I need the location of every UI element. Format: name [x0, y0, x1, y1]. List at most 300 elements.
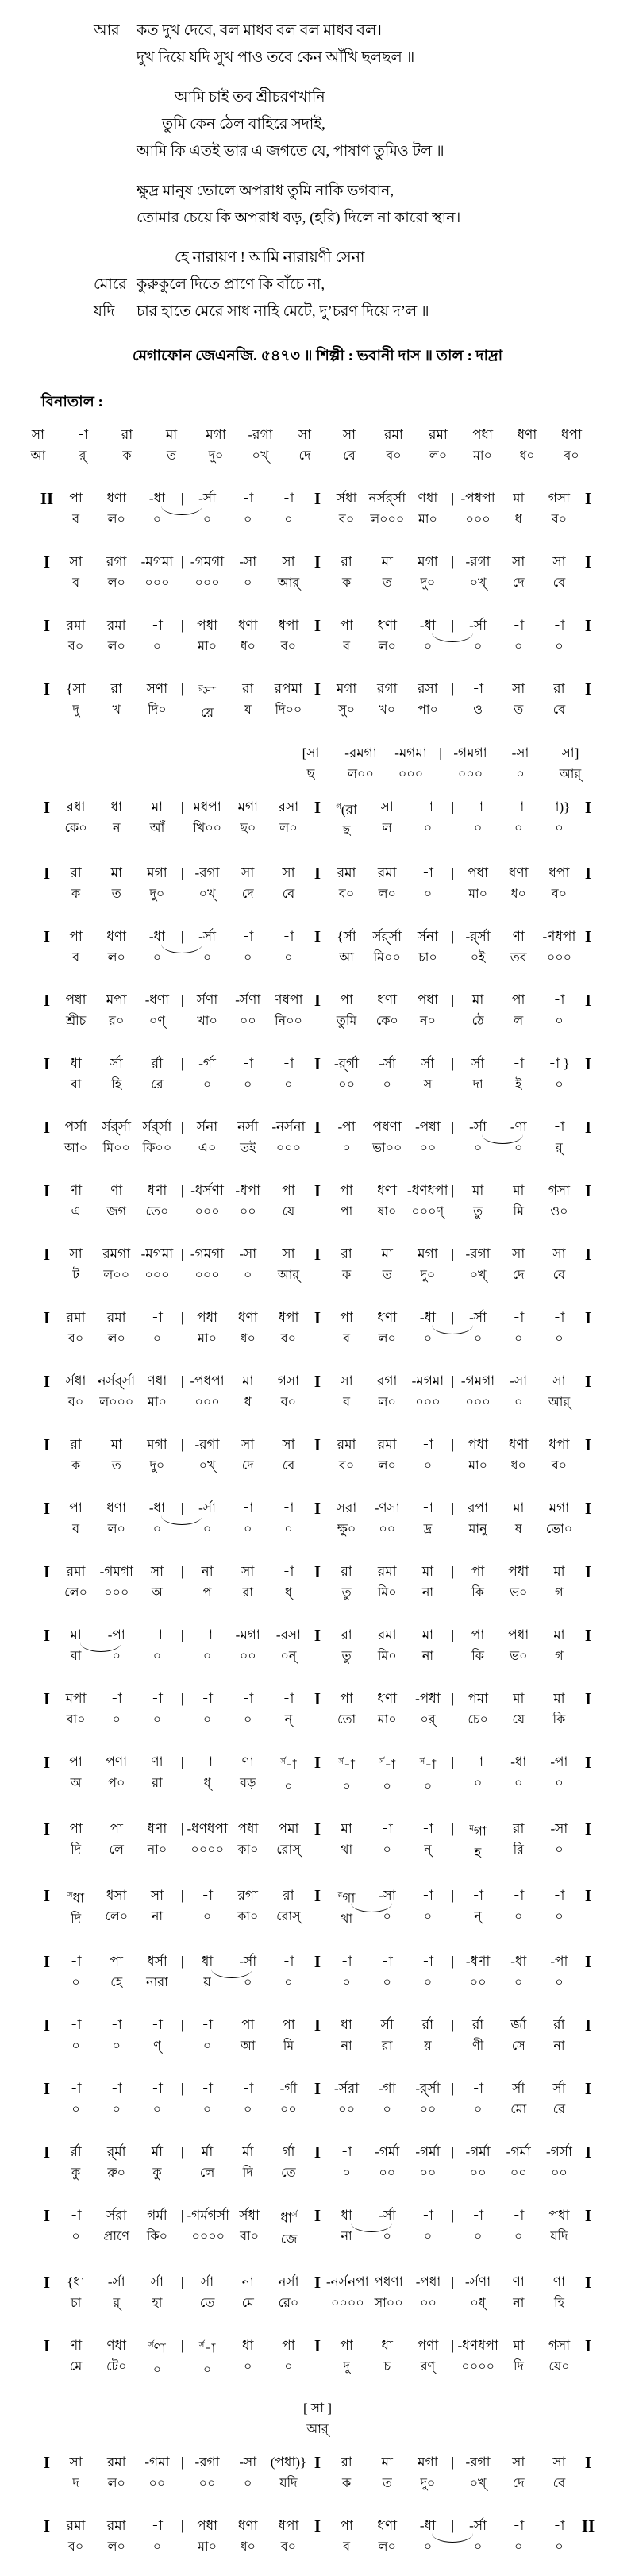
measure-group [458, 1626, 580, 1665]
lyric-syllable: ০০০ [144, 1269, 170, 1283]
note-text: -রগা [248, 427, 273, 442]
measure-group [458, 1181, 580, 1220]
lyric-syllable: দে [241, 888, 254, 902]
measure-group [56, 1886, 178, 1928]
note-cell [326, 1499, 367, 1538]
note-text: ধা [341, 2208, 352, 2224]
barline: I [584, 927, 592, 947]
lyric-syllable: থা [341, 1842, 353, 1857]
barline: I [584, 1372, 592, 1392]
note-text: রা [121, 427, 133, 442]
note-text: -া [472, 2081, 484, 2097]
barline: I [314, 1819, 321, 1839]
note-cell [326, 1118, 367, 1157]
note-text: -সা [510, 1373, 528, 1389]
note-text: -গর্মগর্সা [187, 2208, 230, 2224]
note-cell [96, 489, 137, 528]
group-bar: | [451, 1246, 455, 1262]
lyric-syllable: ০ [383, 2103, 391, 2117]
note-cell [367, 616, 407, 655]
margin-word: যদি [94, 303, 115, 320]
lyric-syllable: ০ [202, 1523, 212, 1537]
note-text: -পধপা [190, 1373, 225, 1389]
barline: I [43, 2079, 51, 2099]
barline: I [43, 1753, 51, 1773]
note-cell [539, 927, 579, 966]
note-cell [539, 1245, 579, 1284]
note-text: পা [69, 929, 83, 945]
lyric-syllable: কি [552, 1713, 566, 1727]
lyric-syllable: রে০ [278, 2296, 299, 2310]
note-cell [228, 1435, 268, 1474]
note-cell [539, 553, 579, 591]
note-cell [137, 553, 177, 591]
lyric-line [0, 205, 635, 232]
lyric-syllable: বা [70, 1650, 82, 1664]
group-bar: | [180, 992, 184, 1008]
note-cell [187, 1054, 228, 1093]
lyric-line [0, 111, 635, 138]
note-text: নর্সা [278, 2274, 299, 2289]
note-text: পধা [508, 1564, 529, 1580]
lyric-syllable: জগ [106, 1205, 127, 1219]
note-text: -মগমা [140, 1246, 174, 1262]
note-cell [187, 1435, 228, 1474]
group-bar: | [180, 2017, 184, 2033]
note-text: সা [282, 1437, 295, 1453]
barline: I [43, 1308, 51, 1328]
lyric-syllable: ০ [473, 821, 483, 835]
note-text: -া [242, 1056, 254, 1072]
note-cell [228, 991, 268, 1030]
note-cell [367, 2453, 407, 2492]
note-text: সরা [336, 1500, 357, 1516]
note-cell [268, 553, 309, 591]
lyric-syllable: আর্ [277, 1269, 300, 1283]
lyric-syllable: ০ [514, 1142, 523, 1156]
lyric-syllable: দু০ [149, 888, 165, 902]
note-text: র্সণা [196, 992, 218, 1008]
note-text: পধা [65, 992, 87, 1008]
lyric-syllable: ০ [244, 2476, 252, 2490]
note-cell [228, 1118, 268, 1157]
lyric-text: কুরুকুলে দিতে প্রাণে কি বাঁচে না, [137, 276, 325, 293]
note-cell [505, 425, 549, 464]
lyric-syllable: ল০ [279, 821, 298, 835]
barline: I [314, 1562, 321, 1582]
notation-system [0, 1689, 635, 1728]
lyric-syllable: ০০০ [546, 951, 572, 965]
note-cell [407, 1952, 448, 1991]
measure-group [326, 2143, 448, 2181]
note-text: -া [202, 1691, 214, 1707]
note-text: -রগা [465, 1246, 491, 1262]
note-text: [ সা ] [303, 2400, 332, 2416]
lyric-text: তোমার চেয়ে কি অপরাধ বড়, (হরি) দিলে না কারো স্থান। [137, 210, 461, 226]
lyric-syllable: খা০ [197, 1015, 217, 1029]
lyric-syllable: ক [341, 576, 352, 590]
lyric-syllable: ক [341, 2476, 352, 2490]
barline: I [314, 553, 321, 572]
note-text: $^গ$(রা [336, 802, 357, 818]
note-text: -া [110, 2081, 122, 2097]
lyric-syllable: ০০ [469, 2166, 487, 2181]
note-text: -া [472, 681, 484, 696]
lyric-syllable: ল০ [429, 449, 448, 463]
note-cell [286, 744, 336, 783]
note-text: ধণা [147, 1183, 167, 1199]
note-text: ধণা [508, 865, 529, 881]
note-text: ণধা [106, 2337, 127, 2353]
group-bar: | [180, 865, 184, 881]
lyric-syllable: হি [553, 2296, 564, 2310]
lyric-syllable: ল০ [378, 2539, 396, 2554]
measure-group [458, 1054, 580, 1093]
note-cell [187, 2079, 228, 2118]
note-text: মপা [106, 992, 127, 1008]
note-text: -া [283, 929, 294, 945]
note-text: মা [553, 1691, 565, 1707]
lyric-syllable: ০ [514, 1976, 523, 1990]
note-cell [416, 425, 460, 464]
group-bar: | [451, 1954, 455, 1970]
lyric-syllable: লে [199, 2166, 215, 2181]
lyric-syllable: ল০ [107, 2476, 125, 2490]
note-cell [96, 680, 137, 718]
note-text: রা [341, 2454, 352, 2470]
lyric-syllable: ল০ [378, 1459, 396, 1473]
note-text: -া [202, 1754, 214, 1770]
note-cell [268, 1952, 309, 1991]
note-cell [268, 2336, 309, 2378]
note-text: -া [283, 1954, 294, 1970]
lyric-syllable: দু [343, 2359, 350, 2374]
lyric-syllable: মি০ [377, 1586, 397, 1600]
note-text: পা [69, 491, 83, 506]
lyric-syllable: অ [152, 1586, 163, 1600]
note-cell [268, 2079, 309, 2118]
note-cell [407, 1886, 448, 1928]
measure-group [187, 1054, 310, 1093]
lyric-syllable: ০০০ [415, 1396, 441, 1410]
note-cell [228, 2516, 268, 2555]
measure-group [187, 2273, 310, 2312]
note-cell [371, 425, 416, 464]
note-cell [498, 1499, 539, 1538]
note-text: পধা [197, 1310, 218, 1326]
note-text: মগা [147, 865, 167, 881]
note-text: সা [31, 427, 45, 442]
lyric-text: চার হাতে মেরে সাধ নাহি মেটে, দু’চরণ দিয়ে দ’ল ॥ [137, 303, 429, 320]
lyric-syllable: মি০০ [102, 1142, 130, 1156]
lyric-syllable: ব০ [338, 513, 355, 526]
measure-group [326, 489, 448, 528]
lyric-syllable: ০ [284, 1078, 293, 1092]
note-text: -া [70, 1954, 82, 1970]
measure-group [326, 1626, 448, 1665]
note-text: -সা [378, 1887, 396, 1903]
note-cell [187, 991, 228, 1030]
note-text: রমা [429, 427, 448, 442]
note-cell [268, 2143, 309, 2181]
note-text: রমা [66, 1564, 86, 1580]
note-cell [458, 1819, 498, 1862]
note-text: -া [202, 2017, 214, 2033]
lyric-line [0, 44, 635, 71]
note-text: র্রা [553, 2017, 565, 2033]
lyric-syllable: ০ [555, 1332, 564, 1346]
barline: II [40, 489, 54, 508]
note-text: সা [282, 865, 295, 881]
lyric-syllable: ০খ্ [469, 2476, 487, 2490]
measure-group [187, 927, 310, 966]
note-text: সা [241, 865, 255, 881]
note-cell [498, 2516, 539, 2555]
note-text: রমা [106, 1310, 126, 1326]
measure-group [187, 864, 310, 903]
note-cell [367, 1753, 407, 1795]
lyric-syllable: মা০ [147, 1396, 167, 1410]
lyric-syllable: আর্ [559, 767, 582, 781]
note-cell [367, 1372, 407, 1411]
lyric-syllable: ত [382, 2476, 392, 2490]
note-cell [187, 489, 228, 528]
measure-group [56, 1819, 178, 1858]
note-cell [56, 1886, 96, 1928]
barline: I [584, 1435, 592, 1455]
lyric-syllable: ব০ [551, 513, 568, 526]
lyric-syllable: ল০ [107, 640, 125, 653]
group-bar: | [180, 1954, 184, 1970]
lyric-syllable: আ [339, 951, 354, 965]
note-cell [458, 1499, 498, 1538]
note-cell [16, 425, 60, 464]
barline: I [314, 797, 321, 817]
note-text: রা [341, 1564, 352, 1580]
note-cell [539, 2206, 579, 2245]
barline: I [43, 1181, 51, 1201]
measure-group [56, 1118, 178, 1157]
lyric-syllable: ০ [202, 1078, 212, 1092]
lyric-syllable: ০ [152, 951, 162, 965]
note-cell [407, 616, 448, 655]
barline: I [584, 797, 592, 817]
lyric-syllable: দে [298, 449, 311, 463]
note-text: পা [340, 2517, 353, 2533]
lyric-syllable: ০ [473, 2230, 483, 2244]
note-cell [96, 991, 137, 1030]
note-text: ধর্সা [147, 1954, 167, 1970]
note-cell [367, 991, 407, 1030]
note-cell [545, 744, 595, 783]
lyric-syllable: ০০০০ [191, 2230, 225, 2244]
measure-group [187, 1819, 310, 1858]
note-cell [498, 1308, 539, 1347]
lyric-syllable: জে [280, 2232, 298, 2247]
note-cell [407, 1435, 448, 1474]
lyric-syllable: তুমি [336, 1015, 357, 1029]
barline: I [43, 797, 51, 817]
lyric-syllable: ০ [555, 1842, 564, 1857]
note-text: -পা [337, 1119, 356, 1135]
note-cell [96, 1689, 137, 1728]
note-text: -া } [548, 1056, 570, 1072]
group-bar: | [180, 1500, 184, 1516]
group-bar: | [180, 2274, 184, 2289]
lyric-syllable: ধ০ [510, 888, 526, 902]
note-cell [539, 1753, 579, 1792]
note-text: র্সধা [239, 2208, 260, 2224]
group-bar: | [451, 1373, 455, 1389]
note-text: -া [513, 1887, 525, 1903]
barline: I [314, 1181, 321, 1201]
note-cell [367, 798, 407, 840]
lyric-syllable: ধ০ [240, 2539, 256, 2554]
lyric-syllable: ল০ [378, 1396, 396, 1410]
note-cell [458, 2453, 498, 2492]
lyric-syllable: ০ [423, 888, 433, 902]
note-cell [56, 1562, 96, 1601]
note-text: পা [282, 2337, 295, 2353]
note-text: -র্সা [469, 1119, 487, 1135]
note-text: সা [69, 2454, 83, 2470]
lyric-syllable: যে [282, 1205, 295, 1219]
note-text: রমা [337, 1437, 356, 1453]
note-text: সা [282, 1246, 295, 1262]
measure-group [56, 1689, 178, 1728]
lyric-syllable: ০ [152, 2539, 162, 2554]
note-cell [539, 1118, 579, 1157]
note-text: ধণা [377, 618, 398, 633]
lyric-syllable: মি [283, 2039, 294, 2054]
note-text: -ধণা [144, 992, 170, 1008]
measure-group [187, 1372, 310, 1411]
note-cell [458, 1181, 498, 1220]
note-cell [187, 1308, 228, 1347]
lyric-syllable: দে [241, 1459, 254, 1473]
lyric-syllable: না [151, 1909, 164, 1923]
barline: I [43, 1435, 51, 1455]
note-text: -া [553, 618, 565, 633]
lyric-syllable: ০০ [338, 2103, 355, 2117]
lyric-syllable: ০০ [239, 1650, 256, 1664]
lyric-syllable: ০ন্ [280, 1650, 297, 1664]
barline: I [314, 1245, 321, 1265]
measure-group [326, 1245, 448, 1284]
lyric-syllable: ই [515, 1078, 522, 1092]
note-cell [367, 1435, 407, 1474]
note-cell [407, 1054, 448, 1093]
note-text: মা [513, 2337, 525, 2353]
note-text: -মগমা [394, 745, 427, 760]
lyric-syllable: না [421, 1650, 434, 1664]
group-bar: | [180, 1119, 184, 1135]
measure-group [56, 1372, 178, 1411]
lyric-syllable: ০ [473, 2539, 483, 2554]
group-bar: | [180, 2337, 184, 2353]
note-text: -গর্মা [375, 2144, 400, 2160]
note-cell [96, 1435, 137, 1474]
lyric-syllable: না [553, 2039, 565, 2054]
notation-system [0, 1118, 635, 1157]
note-cell [228, 1054, 268, 1093]
lyric-syllable: ভা০০ [372, 1142, 402, 1156]
barline: I [584, 864, 592, 884]
note-cell [229, 2206, 269, 2248]
note-cell [228, 1308, 268, 1347]
note-text: র্গা [282, 2144, 295, 2160]
lyric-syllable: ও [473, 703, 483, 717]
note-cell [407, 1118, 448, 1157]
measure-group [187, 2453, 310, 2492]
note-cell [56, 1054, 96, 1093]
note-cell [498, 1118, 539, 1157]
note-cell [228, 553, 268, 591]
note-text: র্সা [110, 1056, 123, 1072]
note-cell [498, 1819, 539, 1862]
note-text: -র্সা [378, 2208, 396, 2224]
note-text: র্সর্র্সা [142, 1119, 172, 1135]
note-cell [539, 2453, 579, 2492]
note-text: নর্সা [237, 1119, 259, 1135]
note-text: সা [552, 1246, 566, 1262]
lyric-syllable: ০ [383, 1976, 391, 1990]
note-text: র্সধা [336, 491, 357, 506]
lyric-syllable: ল০০০ [99, 1396, 134, 1410]
note-text: ধণা [237, 1310, 258, 1326]
note-text: পা [512, 992, 525, 1008]
note-cell [137, 1118, 177, 1157]
note-cell [96, 553, 137, 591]
lyric-syllable: এ [71, 1205, 81, 1219]
lyric-syllable: ০ [244, 1523, 252, 1537]
measure-group [326, 1562, 448, 1601]
lyric-syllable: ০০০০ [190, 1842, 225, 1857]
note-cell [268, 2516, 309, 2555]
note-text: $^{র্স}$ণা [148, 2340, 166, 2356]
note-text: রা [70, 1437, 82, 1453]
group-bar: | [451, 1754, 455, 1770]
note-text: ধণা [377, 1183, 397, 1199]
note-text: -া [421, 1500, 433, 1516]
barline: I [584, 2079, 592, 2099]
measure-group [458, 1372, 580, 1411]
lyric-syllable: রি [513, 1842, 524, 1857]
lyric-syllable: ক [341, 1269, 352, 1283]
note-cell [187, 1118, 228, 1157]
barline: I [314, 1753, 321, 1773]
note-cell [56, 1626, 96, 1665]
song-lyrics-block [0, 17, 635, 325]
note-text: পা [69, 1754, 83, 1770]
note-text: ধপা [548, 865, 570, 881]
lyric-syllable: দে [512, 1269, 525, 1283]
lyric-syllable: ধ০ [240, 1332, 256, 1346]
measure-group [187, 2016, 310, 2054]
lyric-syllable: ব [72, 576, 80, 590]
note-cell [137, 927, 177, 966]
measure-group [56, 1181, 178, 1220]
note-cell [56, 680, 96, 718]
lyric-syllable: ণ্ [153, 2039, 161, 2054]
note-cell [326, 680, 367, 718]
note-cell [137, 1886, 177, 1928]
note-cell [268, 1753, 309, 1795]
barline: I [43, 2016, 51, 2035]
note-text: -ধা [148, 491, 165, 506]
note-cell [56, 2336, 96, 2378]
barline: I [314, 489, 321, 508]
